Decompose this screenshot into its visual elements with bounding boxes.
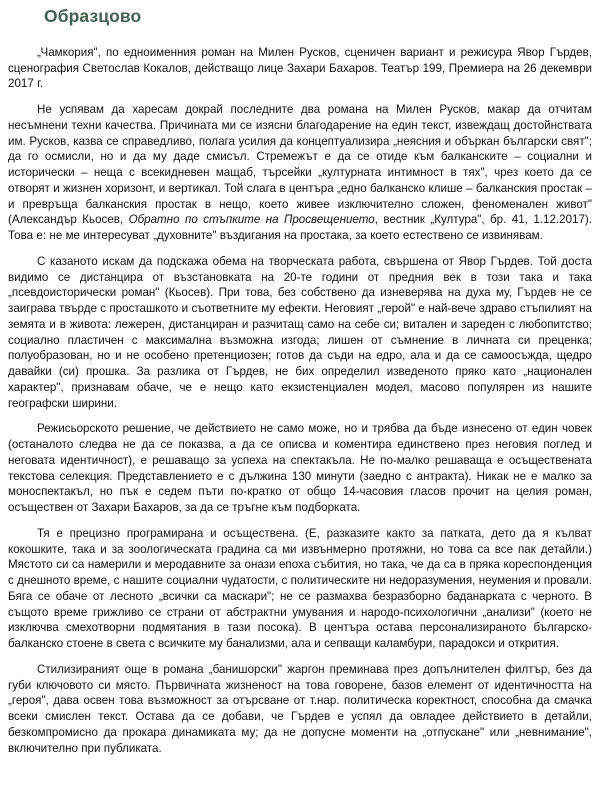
paragraph-1	[8, 102, 592, 244]
paragraph-credits: „Чамкория", по едноименния роман на Милен Русков, сценичен вариант и режисура Явор Гърдев, сценография Светослав Кокалов, действащо лице Захари Бахаров. Театър 199, Премиера на 26 декември 2017 г.	[8, 45, 592, 91]
page-title: Образцово	[44, 6, 142, 26]
paragraph-4: Тя е прецизно програмирана и осъществена. (Е, разказите както за патката, дето да я кълват кокошките, така и за зоологическата градина са ми извънмерно протяжни, но това са все пак детайли.) Мястото си са намерили и меродавните за онази епоха събития, но така, че да са в пряка кореспонденция с днешното време, с нашите социални чудатости, с политическите ни недоразумения, неумения и провали. Бяга се обаче от лесното „всички са маскари"; не се размахва безразборно баданарката с черното. В същото време грижливо се страни от абстрактни умувания и народо-психологични „анализи" (което не изключва смехотворни подмятания в тази посока). В центъра остава персонализираното българско-балканско стоене в света с всичките му банализми, ала и сепващи каламбури, парадокси и открития.	[8, 526, 592, 651]
paragraph-3: Режисьорското решение, че действието не само може, но и трябва да бъде изнесено от един човек (останалото следва не да се показва, а да се описва и коментира единствено през неговия поглед и неговата идентичност), е решаващо за успеха на спектакъла. Не по-малко решаваща е осъществената текстова селекция. Представлението е с дължина 130 минути (заедно с антракта). Никак не е малко за моноспектакъл, но пък е седем пъти по-кратко от общо 14-часовия гласов прочит на целия роман, осъществен от Захари Бахаров, за да се тръгне към подборката.	[8, 422, 592, 515]
citation-work-title: Обратно по стъпките на Просвещението	[128, 213, 375, 227]
paragraph-5: Стилизираният още в романа „банишорски" жаргон преминава през допълнителен филтър, без да губи ключовото си място. Първичната жизненост на това говорене, базов елемент от идентичността на „героя", дава освен това възможност за отърсване от т.нар. политическа коректност, способна да смачка всеки смислен текст. Остава да се добави, че Гърдев е успял да овладее действието в детайли, безкомпромисно да прокара динамиката му; да не допусне моменти на „отпускане" или „невнимание", включително при публиката.	[8, 662, 592, 755]
paragraph-1-text-lead: Не успявам да харесам докрай последните два романа на Милен Русков, макар да отчитам несъмнени техни качества. Причината ми се изясни благодарение на един текст, извеждащ достойнствата им. Русков, казва се справедливо, полага усилия да концептуализира „неясния и объркан български свят"; да го осмисли, но и да му даде смисъл. Стремежът е да се отиде към балканските – социални и исторически – неща с всекидневен мащаб, търсейки „културната интимност в тях", чрез което да се отворят и жизнен хоризонт, и вертикал. Той слага в центъра „едно балканско клише – балканския простак – и превръща балканския простак в нещо, което живее изключително сложен, феноменален живот" (Александър Кьосев,	[8, 103, 592, 227]
document-body	[8, 28, 592, 757]
paragraph-2: С казаното искам да подскажа обема на творческата работа, свършена от Явор Гърдев. Той доста видимо се дистанцира от възстановката на 20-те години от предния век в този така и така „псевдоисторически роман" (Кьосев). При това, без собствено да изневерява на духа му, Гърдев не се заиграва твърде с просташкото и съответните му ефекти. Неговият „герой" е най-вече здраво стъпилият на земята и в живота: лежерен, дистанциран и разчитащ само на себе си; витален и зареден с любопитство; социално пластичен с максимална възможна изгода; лишен от съмнение в личната си преценка; полуобразован, но и не особено претенциозен; готов да съди на едро, ала и да се самоосъжда, щедро давайки (си) прошка. За разлика от Гърдев, не бих определил изведеното пряко като „национален характер", признавам обаче, че е нещо като екзистенциален модел, масово популярен из нашите географски ширини.	[8, 254, 592, 410]
citation-tail: , вестник „Култура", бр. 41, 1.12.2017). Това е: не ме интересуват „духовните" въздигания на простака, за което естествено се извинявам.	[8, 213, 592, 243]
